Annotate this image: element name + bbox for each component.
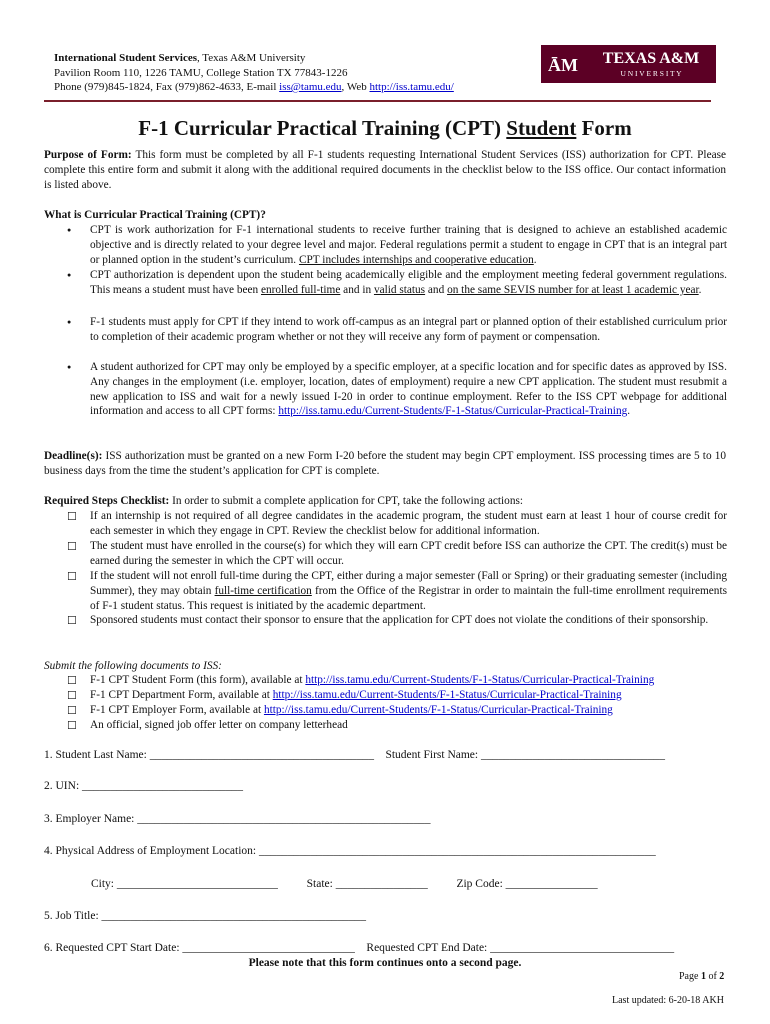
cpt-dates-field[interactable]: 6. Requested CPT Start Date: ______________________________ Requested CPT End Date: ________________________________ (44, 942, 675, 954)
employer-name-field[interactable]: 3. Employer Name: ___________________________________________________ (44, 813, 431, 825)
employer-form-link[interactable]: http://iss.tamu.edu/Current-Students/F-1-Status/Curricular-Practical-Training (263, 704, 613, 716)
document-item: ☐ F-1 CPT Student Form (this form), available at http://iss.tamu.edu/Current-Students/F-1-Status/Curricular-Practical-Training (67, 674, 655, 687)
purpose-paragraph: Purpose of Form: This form must be completed by all F-1 students requesting International Student Services (ISS) authorization for CPT. Please complete this entire form and submit it along with the additional required documents in the checklist below to the ISS office. Our contact information is listed above. (44, 149, 727, 191)
phone-fax: Phone (979)845-1824, Fax (979)862-4633, E-mail (54, 81, 280, 93)
checklist-item: ☐ The student must have enrolled in the course(s) for which they will earn CPT credit before ISS can authorize the CPT. The credit(s) must be earned during the semester in which the CPT will occur. (67, 540, 727, 567)
logo-sub: U N I V E R S I T Y (620, 69, 682, 78)
checkbox-icon[interactable]: ☐ (67, 615, 77, 627)
bullet-icon: ● (67, 271, 72, 279)
web-label: , Web (341, 81, 370, 93)
city-state-zip-field[interactable]: City: ____________________________ State: ________________ Zip Code: ________________ (91, 878, 598, 890)
list-item: ● F-1 students must apply for CPT if they intend to work off-campus as an integral part or planned option of their established curriculum prior to completion of their academic program whether or not they will receive any form of payment or compensation. (67, 316, 727, 343)
page-number: Page 1 of 2 (679, 971, 725, 982)
department-form-link[interactable]: http://iss.tamu.edu/Current-Students/F-1-Status/Curricular-Practical-Training (272, 689, 622, 701)
address-line: Pavilion Room 110, 1226 TAMU, College Station TX 77843-1226 (54, 66, 348, 79)
student-name-field[interactable]: 1. Student Last Name: _______________________________________ Student First Name: ________________________________ (44, 749, 665, 761)
list-item: ● CPT is work authorization for F-1 international students to receive further training that is designed to achieve an established academic objective and is directly related to your degree level and major. Federal regulations permit a student to engage in CPT that is an integral part or planned option in the student’s curriculum. CPT includes internships and cooperative education. (67, 224, 727, 266)
checkbox-icon[interactable]: ☐ (67, 541, 77, 553)
contact-line (54, 80, 454, 95)
checkbox-icon[interactable]: ☐ (67, 720, 77, 732)
checkbox-icon[interactable]: ☐ (67, 571, 77, 583)
submit-heading: Submit the following documents to ISS: (44, 660, 222, 672)
bullet-icon: ● (67, 226, 72, 234)
document-item: ☐ An official, signed job offer letter on company letterhead (67, 719, 348, 732)
job-title-field[interactable]: 5. Job Title: ______________________________________________ (44, 910, 367, 922)
address-field[interactable]: 4. Physical Address of Employment Location: _____________________________________________________________________ (44, 845, 656, 857)
what-heading: What is Curricular Practical Training (CPT)? (44, 209, 266, 221)
deadline-paragraph: Deadline(s): ISS authorization must be granted on a new Form I-20 before the student may begin CPT employment. ISS processing times are 5 to 10 business days from the time the student’s application for CPT is complete. (44, 450, 726, 477)
tamu-logo (541, 45, 716, 83)
checkbox-icon[interactable]: ☐ (67, 675, 77, 687)
web-link[interactable]: http://iss.tamu.edu/ (369, 81, 454, 93)
document-item: ☐ F-1 CPT Employer Form, available at http://iss.tamu.edu/Current-Students/F-1-Status/Curricular-Practical-Training (67, 704, 613, 717)
cpt-webpage-link[interactable]: http://iss.tamu.edu/Current-Students/F-1-Status/Curricular-Practical-Training (278, 405, 628, 418)
checklist-item: ☐ Sponsored students must contact their sponsor to ensure that the application for CPT does not violate the conditions of their sponsorship. (67, 614, 709, 627)
checklist-item: ☐ If an internship is not required of all degree candidates in the academic program, the student must earn at least 1 hour of course credit for each semester in which they engage in CPT. Review the checklist below for additional information. (67, 510, 727, 537)
uin-field[interactable]: 2. UIN: ____________________________ (44, 780, 244, 792)
svg-text:ĀM: ĀM (548, 55, 578, 75)
document-item: ☐ F-1 CPT Department Form, available at http://iss.tamu.edu/Current-Students/F-1-Status/Curricular-Practical-Training (67, 689, 622, 702)
email-link[interactable]: iss@tamu.edu (279, 81, 342, 93)
checklist-item: ☐ If the student will not enroll full-time during the CPT, either during a major semester (Fall or Spring) or their graduating semester (including Summer), they may obtain full-time certification from the Office of the Registrar in order to maintain the full-time enrollment requirements of F-1 student status. This request is initiated by the academic department. (67, 570, 727, 612)
continues-note: Please note that this form continues onto a second page. (248, 957, 522, 969)
org-name: International Student Services (54, 52, 197, 64)
logo-wordmark: TEXAS A&M (602, 50, 700, 67)
checkbox-icon[interactable]: ☐ (67, 690, 77, 702)
last-updated: Last updated: 6-20-18 AKH (612, 995, 724, 1006)
list-item: ● A student authorized for CPT may only be employed by a specific employer, at a specific location and for specific dates as approved by ISS. Any changes in the employment (i.e. employer, location, dates of employment) require a new CPT application. The student must resubmit a new application to ISS and wait for a newly issued I-20 in order to continue employment. Refer to the ISS CPT webpage for additional information and access to all CPT forms: http://iss.tamu.edu/Current-Students/F-1-Status/Curricular-Practical-Training. (67, 361, 727, 418)
page-title: F-1 Curricular Practical Training (CPT) Student Form (138, 116, 632, 140)
student-form-link[interactable]: http://iss.tamu.edu/Current-Students/F-1-Status/Curricular-Practical-Training (305, 674, 655, 686)
steps-heading: Required Steps Checklist: In order to submit a complete application for CPT, take the following actions: (44, 495, 524, 507)
checkbox-icon[interactable]: ☐ (67, 511, 77, 523)
org-rest: , Texas A&M University (197, 52, 306, 64)
checkbox-icon[interactable]: ☐ (67, 705, 77, 717)
contact-header (54, 51, 454, 95)
bullet-icon: ● (67, 363, 72, 371)
header-rule (44, 100, 711, 102)
bullet-icon: ● (67, 318, 72, 326)
list-item: ● CPT authorization is dependent upon the student being academically eligible and the employment meeting federal government regulations. This means a student must have been enrolled full-time and in valid status and on the same SEVIS number for at least 1 academic year. (67, 269, 727, 296)
